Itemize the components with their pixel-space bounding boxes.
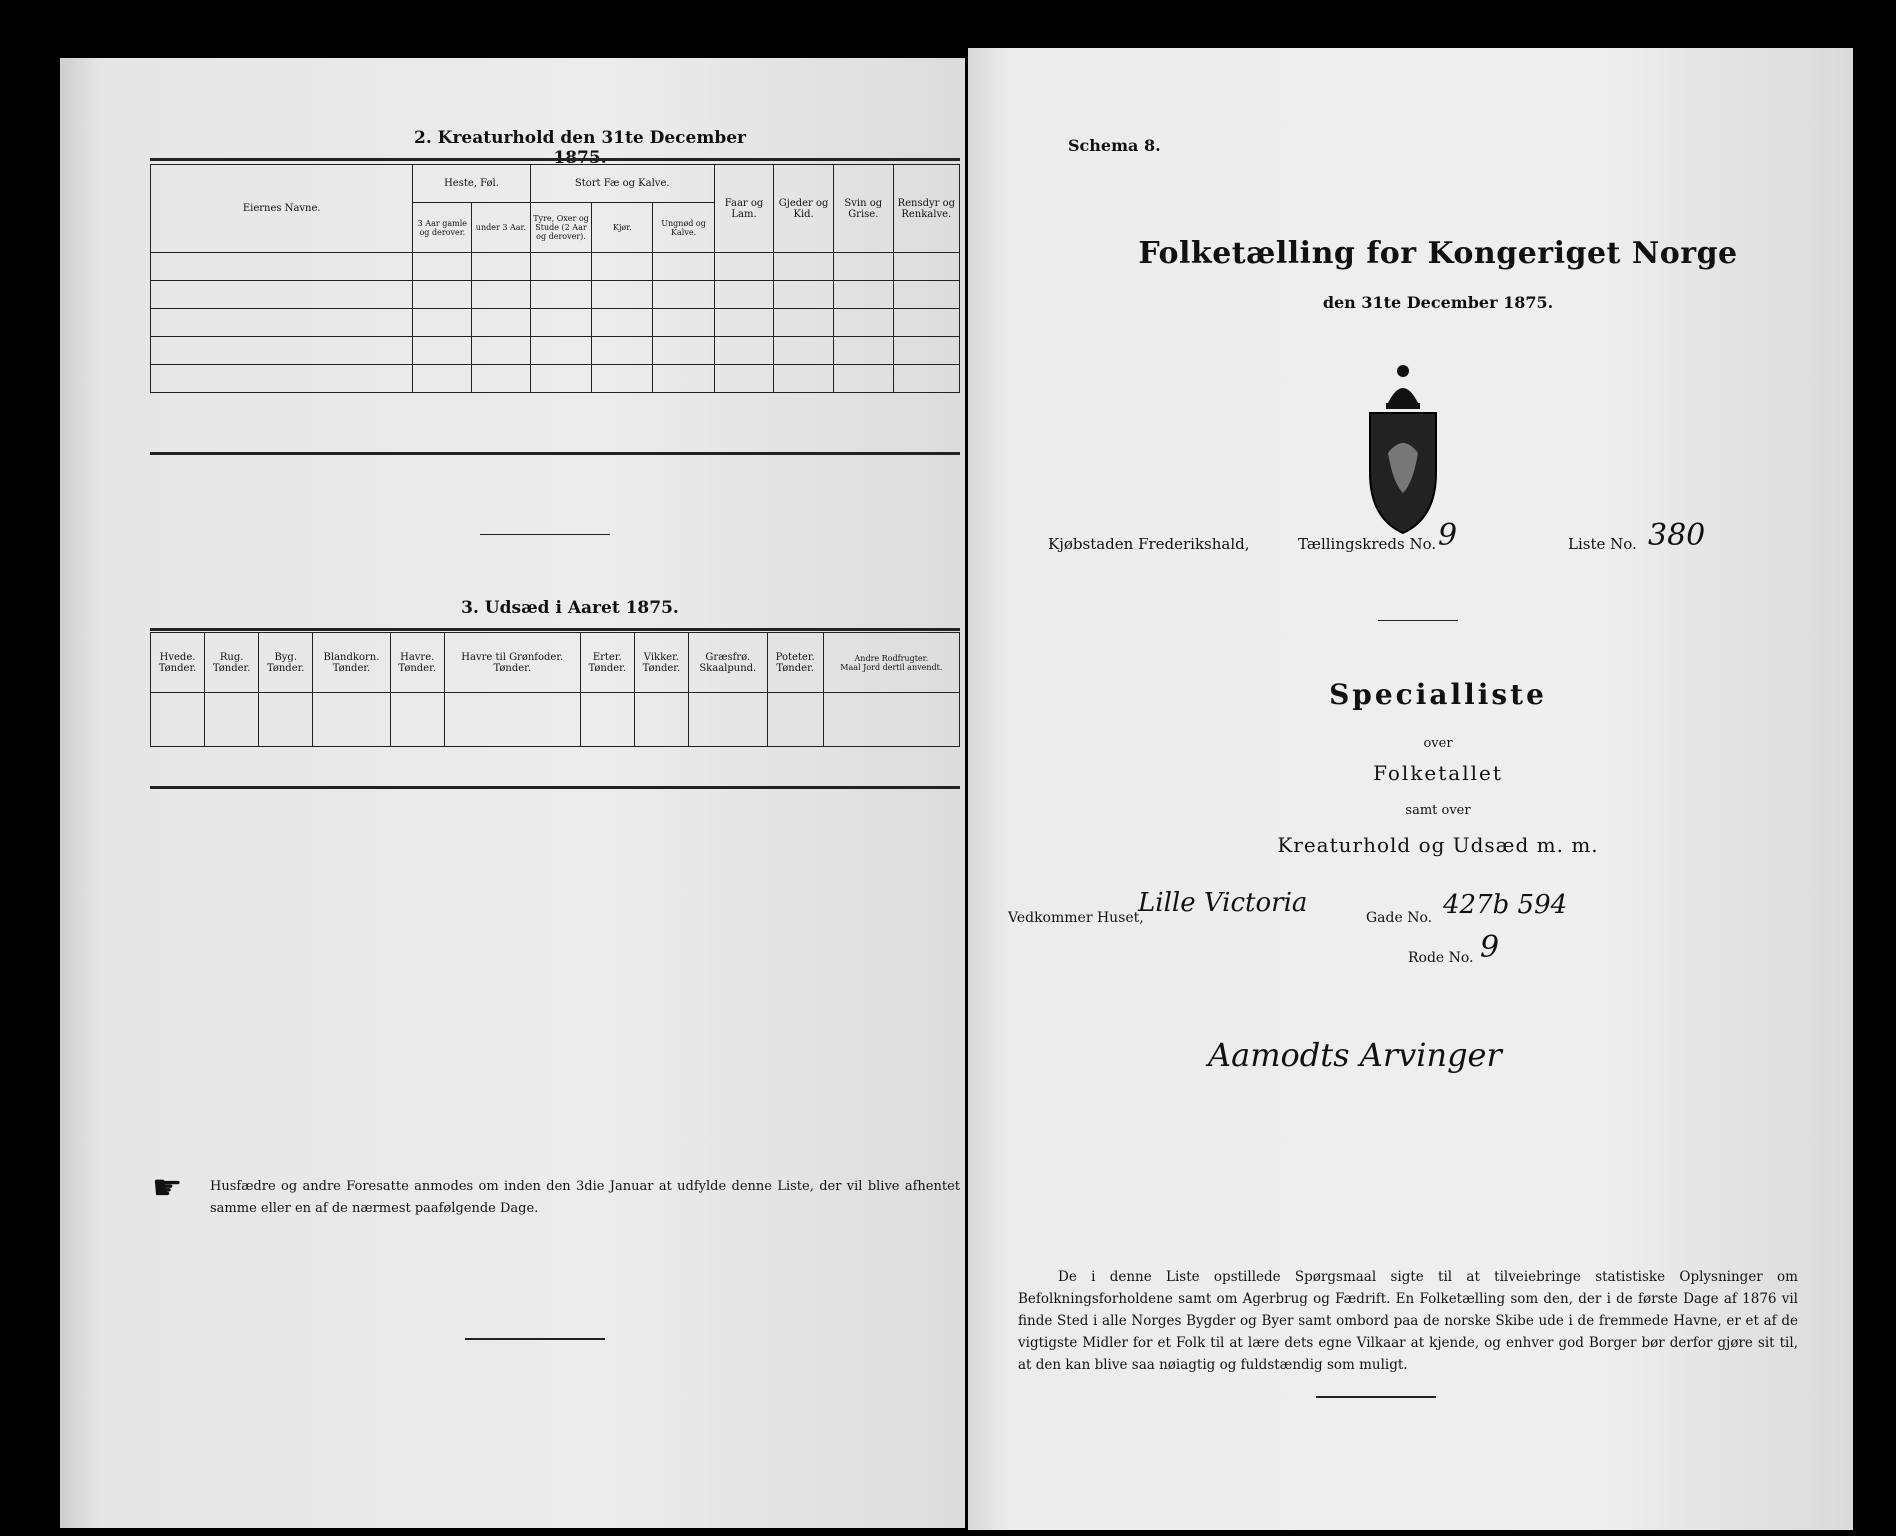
cattle-bulls-header: Tyre, Oxer og Stude (2 Aar og derover).	[530, 203, 592, 253]
table-row	[151, 693, 960, 747]
explanation-paragraph: De i denne Liste opstillede Spørgsmaal sigte til at tilveiebringe statistiske Oplysninger om Befolkningsforholdene samt om Agerbrug og Fædrift. En Folketælling som den, der i de første Dage af 1876 vil finde Sted i alle Norges Bygder og Byer samt ombord paa de norske Skibe ude i de fremmede Havne, er et af de vigtigste Midler for et Folk til at lære dets egne Vilkaar at kjende, og enhver god Borger bør derfor gjøre sit til, at den kan blive saa nøiagtig og fuldstændig som muligt.	[1018, 1269, 1798, 1373]
samt-over-text: samt over	[1405, 803, 1471, 818]
sheep-header: Faar og Lam.	[714, 165, 773, 253]
town-label: Kjøbstaden Frederikshald,	[1048, 535, 1250, 553]
footer-line	[1316, 1396, 1436, 1398]
cattle-cows-header: Kjør.	[592, 203, 653, 253]
coat-of-arms-icon	[1358, 343, 1448, 543]
list-value: 380	[1648, 518, 1706, 553]
table-row	[151, 281, 960, 309]
col-andre-rodfrugter: Andre Rodfrugter. Maal Jord dertil anvendt.	[823, 633, 959, 693]
pointing-hand-icon: ☛	[152, 1168, 183, 1208]
notice-text: Husfædre og andre Foresatte anmodes om inden den 3die Januar at udfylde denne Liste, der vil blive afhentet samme eller en af de nærmest paafølgende Dage.	[210, 1179, 960, 1216]
reindeer-header: Rensdyr og Renkalve.	[893, 165, 959, 253]
right-page	[968, 48, 1853, 1530]
house-label: Vedkommer Huset,	[1008, 910, 1144, 926]
col-rug: Rug. Tønder.	[205, 633, 259, 693]
col-byg: Byg. Tønder.	[259, 633, 313, 693]
table-bottom-rule	[150, 452, 960, 455]
col-hvede: Hvede. Tønder.	[151, 633, 205, 693]
main-title: Folketælling for Kongeriget Norge	[1138, 236, 1738, 271]
folketallet-text: Folketallet	[1373, 761, 1503, 785]
schema-label: Schema 8.	[1068, 136, 1161, 155]
col-erter: Erter. Tønder.	[580, 633, 634, 693]
house-value: Lille Victoria	[1138, 888, 1308, 918]
sowing-top-rule	[150, 628, 960, 631]
section3-title: 3. Udsæd i Aaret 1875.	[461, 598, 679, 618]
footer-line	[465, 1338, 605, 1340]
livestock-table	[150, 164, 960, 393]
special-title: Specialliste	[1329, 678, 1547, 711]
col-havre-gronfoder: Havre til Grønfoder. Tønder.	[444, 633, 580, 693]
sowing-table	[150, 632, 960, 747]
cattle-header: Stort Fæ og Kalve.	[530, 165, 714, 203]
col-vikker: Vikker. Tønder.	[634, 633, 688, 693]
col-graesfro: Græsfrø. Skaalpund.	[688, 633, 767, 693]
cattle-young-header: Ungnød og Kalve.	[653, 203, 715, 253]
rode-value: 9	[1480, 930, 1500, 965]
col-poteter: Poteter. Tønder.	[767, 633, 823, 693]
owner-header: Eiernes Navne.	[151, 165, 413, 253]
district-label: Tællingskreds No.	[1298, 535, 1437, 553]
separator-line	[480, 534, 610, 535]
top-rule	[150, 158, 960, 161]
signature: Aamodts Arvinger	[1208, 1036, 1502, 1074]
table-row	[151, 365, 960, 393]
pigs-header: Svin og Grise.	[834, 165, 894, 253]
left-page	[60, 58, 965, 1528]
table-row	[151, 309, 960, 337]
gade-value: 427b 594	[1443, 890, 1568, 920]
col-blandkorn: Blandkorn. Tønder.	[313, 633, 390, 693]
goats-header: Gjeder og Kid.	[774, 165, 834, 253]
section2-title: 2. Kreaturhold den 31te December	[414, 128, 746, 148]
census-date: den 31te December 1875.	[1322, 293, 1554, 312]
sowing-bottom-rule	[150, 786, 960, 789]
horses-young-header: under 3 Aar.	[472, 203, 530, 253]
rode-label: Rode No.	[1408, 950, 1474, 966]
kreatur-text: Kreaturhold og Udsæd m. m.	[1277, 833, 1599, 857]
list-label: Liste No.	[1568, 535, 1637, 553]
col-havre: Havre. Tønder.	[390, 633, 444, 693]
horses-old-header: 3 Aar gamle og derover.	[413, 203, 472, 253]
horses-header: Heste, Føl.	[413, 165, 530, 203]
table-row	[151, 253, 960, 281]
over-text: over	[1423, 736, 1453, 751]
district-value: 9	[1438, 518, 1458, 553]
separator-line	[1378, 620, 1458, 621]
table-row	[151, 337, 960, 365]
gade-label: Gade No.	[1366, 910, 1433, 926]
